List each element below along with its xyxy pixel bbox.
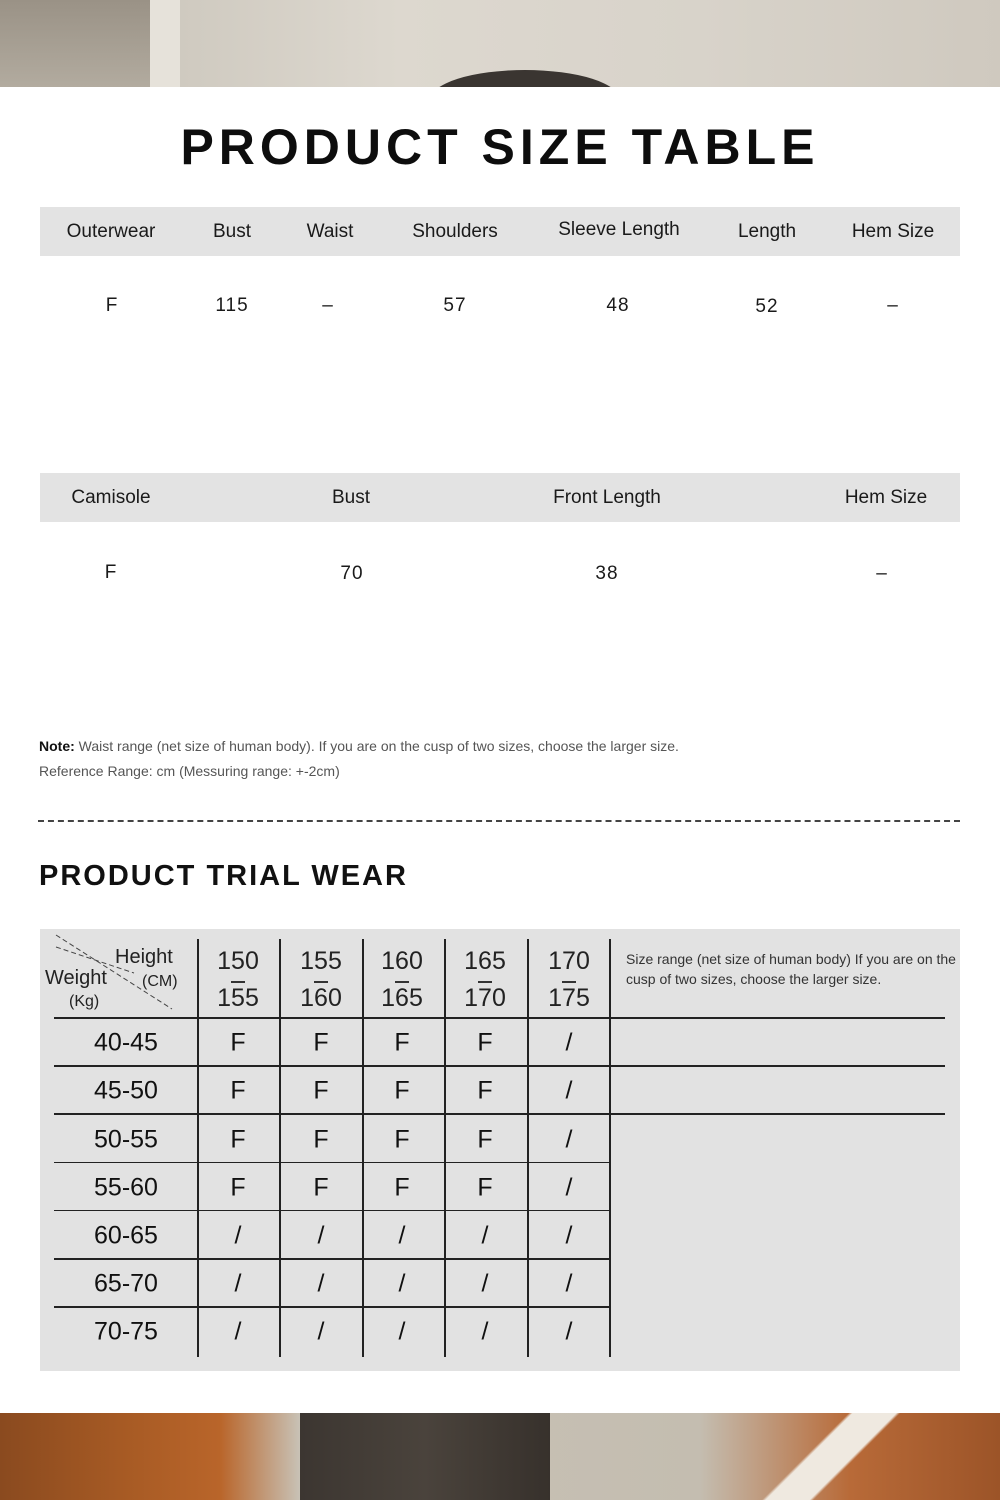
- note-label: Note:: [39, 738, 75, 754]
- header-camisole-hem-size: Hem Size: [844, 487, 928, 508]
- height-to-4: 175: [548, 984, 590, 1012]
- size-cell: /: [481, 1221, 489, 1250]
- corner-weight-label: Weight: [45, 967, 107, 989]
- grid-vline: [197, 939, 199, 1357]
- grid-hline: [54, 1065, 945, 1067]
- corner-kg-label: (Kg): [69, 993, 100, 1010]
- height-from-0: 150: [217, 947, 259, 975]
- size-cell: F: [313, 1076, 329, 1105]
- size-cell: /: [565, 1028, 573, 1057]
- bottom-photo-strip: [0, 1413, 1000, 1500]
- size-cell: /: [565, 1076, 573, 1105]
- size-cell: F: [394, 1028, 410, 1057]
- grid-vline: [527, 939, 529, 1357]
- size-cell: /: [565, 1317, 573, 1346]
- header-outerwear: Outerwear: [66, 221, 156, 242]
- model-pants: [300, 1413, 550, 1500]
- height-to-1: 160: [300, 984, 342, 1012]
- size-cell: /: [317, 1317, 325, 1346]
- outerwear-waist: –: [322, 295, 334, 316]
- header-camisole-bust: Bust: [331, 487, 371, 508]
- camisole-front-length: 38: [595, 563, 619, 584]
- height-range-separator: [478, 981, 492, 983]
- size-cell: F: [230, 1173, 246, 1202]
- wall-shadow: [0, 0, 150, 87]
- outerwear-bust: 115: [215, 295, 249, 316]
- camisole-size: F: [104, 562, 118, 583]
- weight-label: 50-55: [94, 1125, 158, 1153]
- size-cell: F: [394, 1173, 410, 1202]
- size-cell: F: [313, 1173, 329, 1202]
- size-cell: F: [394, 1125, 410, 1153]
- height-from-1: 155: [300, 947, 342, 975]
- outerwear-shoulders: 57: [443, 295, 467, 316]
- size-cell: F: [230, 1076, 246, 1105]
- size-cell: /: [398, 1317, 406, 1346]
- size-cell: /: [565, 1173, 573, 1202]
- size-cell: /: [234, 1317, 242, 1346]
- model-hair: [430, 70, 620, 87]
- grid-vline: [279, 939, 281, 1357]
- weight-label: 45-50: [94, 1076, 158, 1105]
- grid-hline: [54, 1258, 609, 1260]
- page-title: PRODUCT SIZE TABLE: [180, 119, 820, 175]
- grid-vline: [609, 939, 611, 1357]
- header-hem-size: Hem Size: [851, 221, 935, 242]
- trial-wear-table: [40, 929, 960, 1371]
- height-from-4: 170: [548, 947, 590, 975]
- height-from-2: 160: [381, 947, 423, 975]
- camisole-bust: 70: [340, 563, 364, 584]
- weight-label: 40-45: [94, 1028, 158, 1057]
- grid-hline: [54, 1306, 609, 1308]
- size-cell: /: [398, 1269, 406, 1298]
- corner-height-label: Height: [115, 946, 173, 968]
- header-camisole: Camisole: [71, 487, 151, 508]
- size-cell: F: [230, 1125, 246, 1153]
- grid-hline: [54, 1162, 609, 1164]
- size-cell: /: [317, 1221, 325, 1250]
- floor-trim: [690, 1413, 1000, 1500]
- weight-label: 70-75: [94, 1317, 158, 1346]
- size-cell: F: [313, 1028, 329, 1057]
- height-range-separator: [231, 981, 245, 983]
- door-frame: [150, 0, 180, 87]
- size-cell: F: [230, 1028, 246, 1057]
- weight-label: 55-60: [94, 1173, 158, 1202]
- size-cell: /: [565, 1269, 573, 1298]
- size-cell: /: [398, 1221, 406, 1250]
- dashed-divider: [38, 820, 960, 822]
- size-cell: F: [477, 1028, 493, 1057]
- outerwear-header-row: [40, 207, 960, 256]
- size-cell: /: [481, 1317, 489, 1346]
- grid-hline: [54, 1113, 945, 1115]
- size-cell: F: [394, 1076, 410, 1105]
- size-cell: F: [477, 1076, 493, 1105]
- size-cell: /: [317, 1269, 325, 1298]
- weight-label: 60-65: [94, 1221, 158, 1250]
- header-length: Length: [737, 221, 797, 242]
- outerwear-sleeve-length: 48: [606, 295, 630, 316]
- grid-hline: [54, 1210, 609, 1212]
- size-cell: /: [565, 1125, 573, 1153]
- header-sleeve-length: Sleeve Length: [558, 219, 680, 240]
- size-cell: /: [234, 1221, 242, 1250]
- note-text: Waist range (net size of human body). If you are on the cusp of two sizes, choose the larger size.: [74, 738, 679, 754]
- grid-vline: [362, 939, 364, 1357]
- height-range-separator: [395, 981, 409, 983]
- camisole-header-row: [40, 473, 960, 522]
- height-to-2: 165: [381, 984, 423, 1012]
- camisole-hem-size: –: [876, 563, 888, 584]
- size-note: [39, 738, 679, 754]
- size-cell: /: [481, 1269, 489, 1298]
- header-shoulders: Shoulders: [412, 221, 498, 242]
- height-to-0: 155: [217, 984, 259, 1012]
- grid-vline: [444, 939, 446, 1357]
- size-cell: /: [565, 1221, 573, 1250]
- trial-wear-title: PRODUCT TRIAL WEAR: [39, 860, 408, 892]
- corner-cm-label: (CM): [142, 973, 178, 990]
- height-range-separator: [314, 981, 328, 983]
- reference-range: Reference Range: cm (Messuring range: +-2cm): [39, 763, 340, 779]
- header-front-length: Front Length: [553, 487, 661, 508]
- outerwear-hem-size: –: [887, 295, 899, 316]
- trial-size-note: Size range (net size of human body) If you are on the cusp of two sizes, choose the larger size.: [626, 951, 956, 987]
- weight-label: 65-70: [94, 1269, 158, 1298]
- outerwear-size: F: [105, 295, 119, 316]
- top-photo-strip: [0, 0, 1000, 87]
- height-range-separator: [562, 981, 576, 983]
- height-from-3: 165: [464, 947, 506, 975]
- size-cell: F: [477, 1125, 493, 1153]
- height-to-3: 170: [464, 984, 506, 1012]
- size-cell: /: [234, 1269, 242, 1298]
- size-cell: F: [313, 1125, 329, 1153]
- grid-hline: [54, 1017, 945, 1019]
- size-cell: F: [477, 1173, 493, 1202]
- header-bust: Bust: [212, 221, 252, 242]
- outerwear-length: 52: [755, 296, 779, 317]
- header-waist: Waist: [306, 221, 354, 242]
